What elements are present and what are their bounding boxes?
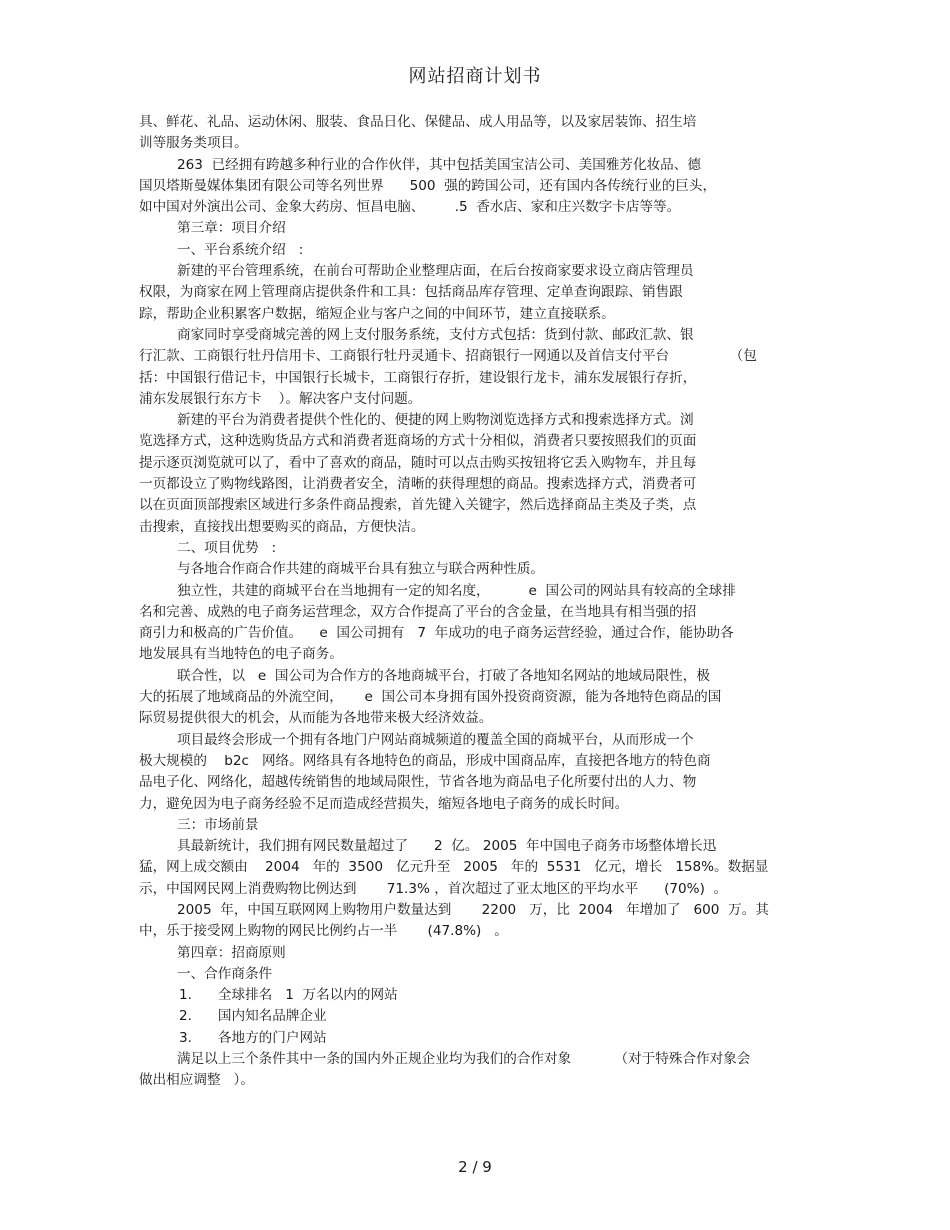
paragraph-line: 新建的平台为消费者提供个性化的、便捷的网上购物浏览选择方式和搜索选择方式。浏 bbox=[177, 412, 694, 429]
paragraph-line: 独立性，共建的商城平台在当地拥有一定的知名度， e 国公司的网站具有较高的全球排 bbox=[177, 582, 736, 599]
paragraph-line: 具最新统计，我们拥有网民数量超过了 2 亿。 2005 年中国电子商务市场整体增长迅 bbox=[177, 838, 717, 855]
paragraph-line: 新建的平台管理系统，在前台可帮助企业整理店面，在后台按商家要求设立商店管理员 bbox=[177, 263, 694, 280]
text-line: 际贸易提供很大的机会，从而能为各地带来极大经济效益。 bbox=[139, 710, 493, 727]
text-line: 括：中国银行借记卡，中国银行长城卡，工商银行存折，建设银行龙卡，浦东发展银行存折， bbox=[139, 369, 697, 386]
text-line: 做出相应调整 ）。 bbox=[139, 1072, 254, 1089]
text-line: 地发展具有当地特色的电子商务。 bbox=[139, 646, 343, 663]
paragraph-line: 商家同时享受商城完善的网上支付服务系统，支付方式包括：货到付款、邮政汇款、银 bbox=[177, 326, 694, 343]
text-line: 具、鲜花、礼品、运动休闲、服装、食品日化、保健品、成人用品等，以及家居装饰、招生培 bbox=[139, 114, 697, 130]
paragraph-line: 263 已经拥有跨越多种行业的合作伙伴，其中包括美国宝洁公司、美国雅芳化妆品、德 bbox=[177, 156, 701, 173]
paragraph-line: 联合性，以 e 国公司为合作方的各地商城平台，打破了各地知名网站的地域局限性，极 bbox=[177, 667, 710, 684]
text-line: 击搜索，直接找出想要购买的商品，方便快洁。 bbox=[139, 518, 425, 535]
page-title: 网站招商计划书 bbox=[408, 66, 542, 87]
chapter-heading: 第三章：项目介绍 bbox=[177, 220, 286, 237]
list-item: 1. 全球排名 1 万名以内的网站 bbox=[179, 987, 398, 1004]
text-line: 训等服务类项目。 bbox=[139, 135, 248, 152]
list-item: 2. 国内知名品牌企业 bbox=[179, 1008, 327, 1025]
text-line: 中，乐于接受网上购物的网民比例约占一半 (47.8%) 。 bbox=[139, 923, 508, 940]
text-line: 大的拓展了地域商品的外流空间， e 国公司本身拥有国外投资商资源，能为各地特色商品的国 bbox=[139, 689, 722, 706]
text-line: 国贝塔斯曼媒体集团有限公司等名列世界 500 强的跨国公司，还有国内各传统行业的巨头， bbox=[139, 177, 717, 194]
list-item: 3. 各地方的门户网站 bbox=[179, 1029, 327, 1046]
text-line: 踪，帮助企业积累客户数据，缩短企业与客户之间的中间环节，建立直接联系。 bbox=[139, 305, 615, 322]
chapter-heading: 第四章：招商原则 bbox=[177, 944, 286, 961]
text-line: 提示逐页浏览就可以了，看中了喜欢的商品，随时可以点击购买按钮将它丢入购物车，并且每 bbox=[139, 454, 697, 471]
paragraph-line: 项目最终会形成一个拥有各地门户网站商城频道的覆盖全国的商城平台，从而形成一个 bbox=[177, 731, 694, 748]
text-line: 示，中国网民网上消费购物比例达到 71.3% ，首次超过了亚太地区的平均水平 (70%) 。 bbox=[139, 880, 728, 897]
text-line: 力，避免因为电子商务经验不足而造成经营损失，缩短各地电子商务的成长时间。 bbox=[139, 795, 629, 812]
text-line: 猛，网上成交额由 2004 年的 3500 亿元升至 2005 年的 5531 亿元，增长 158%。数据显 bbox=[139, 859, 769, 876]
paragraph-line: 满足以上三个条件其中一条的国内外正规企业均为我们的合作对象 （对于特殊合作对象会 bbox=[177, 1051, 751, 1068]
text-line: 名和完善、成熟的电子商务运营理念，双方合作提高了平台的含金量，在当地具有相当强的招 bbox=[139, 603, 697, 620]
section-heading: 三：市场前景 bbox=[177, 816, 259, 833]
document-body bbox=[139, 112, 811, 1092]
text-line: 以在页面顶部搜索区域进行多条件商品搜索，首先键入关键字，然后选择商品主类及子类，点 bbox=[139, 497, 697, 514]
text-line: 浦东发展银行东方卡 ）。解决客户支付问题。 bbox=[139, 390, 422, 407]
text-line: 品电子化、网络化，超越传统销售的地域局限性，节省各地为商品电子化所要付出的人力、物 bbox=[139, 774, 697, 791]
text-line: 一页都设立了购物线路图，让消费者安全，清晰的获得理想的商品。搜索选择方式，消费者可 bbox=[139, 476, 697, 493]
text-line: 权限，为商家在网上管理商店提供条件和工具：包括商品库存管理、定单查询跟踪、销售跟 bbox=[139, 284, 683, 301]
section-heading: 二、项目优势 : bbox=[177, 539, 277, 556]
section-heading: 一、平台系统介绍 : bbox=[177, 241, 304, 258]
text-line: 行汇款、工商银行牡丹信用卡、工商银行牡丹灵通卡、招商银行一网通以及首信支付平台 （包 bbox=[139, 348, 757, 365]
paragraph-line: 与各地合作商合作共建的商城平台具有独立与联合两种性质。 bbox=[177, 561, 545, 578]
paragraph-line: 2005 年，中国互联网网上购物用户数量达到 2200 万，比 2004 年增加了 600 万。其 bbox=[177, 901, 769, 918]
section-heading: 一、合作商条件 bbox=[177, 965, 273, 982]
text-line: 商引力和极高的广告价值。 e 国公司拥有 7 年成功的电子商务运营经验，通过合作，能协助各 bbox=[139, 625, 734, 642]
text-line: 极大规模的 b2c 网络。网络具有各地特色的商品，形成中国商品库，直接把各地方的特色商 bbox=[139, 752, 711, 769]
text-line: 如中国对外演出公司、金象大药房、恒昌电脑、 .5 香水店、家和庄兴数字卡店等等。 bbox=[139, 199, 681, 216]
text-line: 览选择方式，这种选购货品方式和消费者逛商场的方式十分相似，消费者只要按照我们的页面 bbox=[139, 433, 697, 450]
page-number: 2 / 9 bbox=[458, 1158, 492, 1176]
